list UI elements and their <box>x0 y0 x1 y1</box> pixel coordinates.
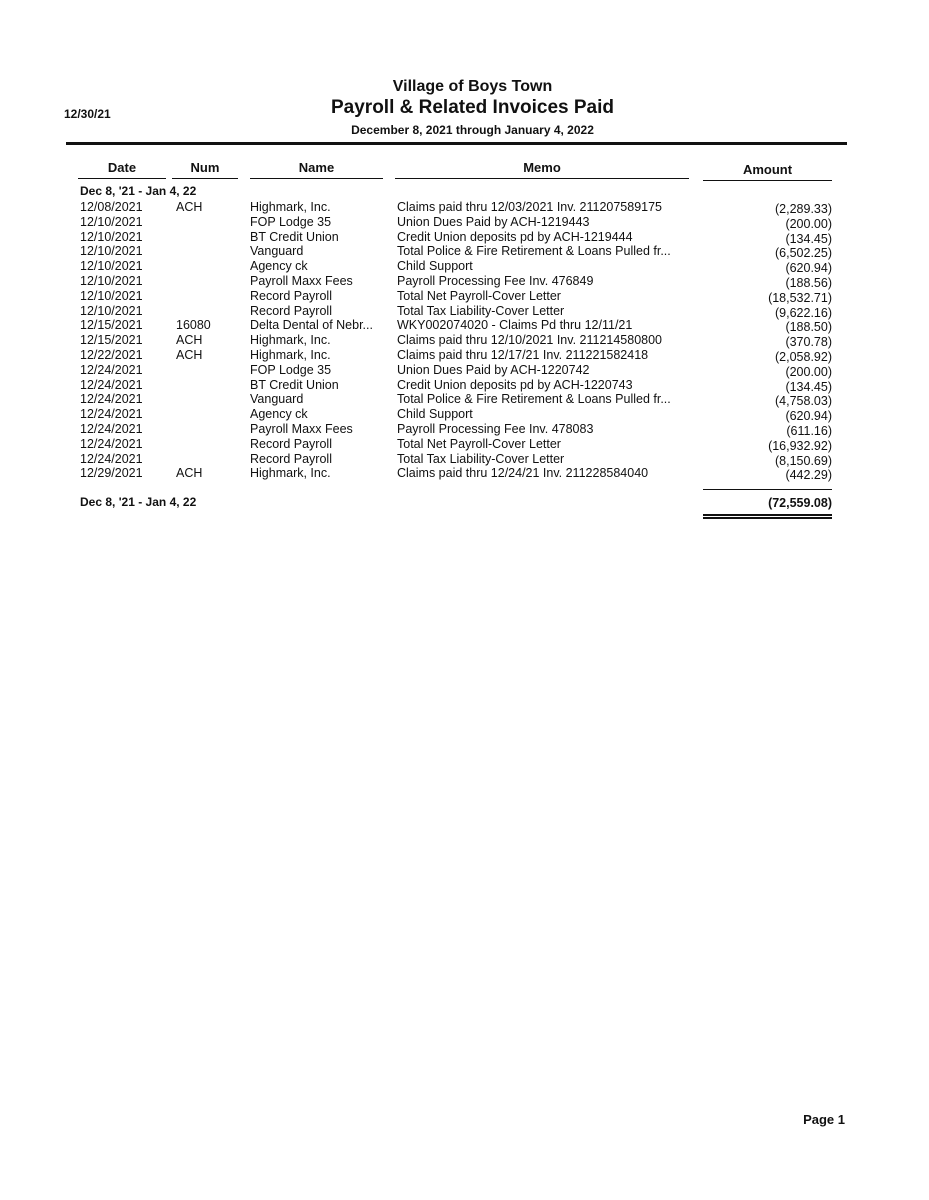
row-amount: (134.45) <box>785 231 832 246</box>
row-memo: Claims paid thru 12/03/2021 Inv. 211207589175 <box>397 200 663 214</box>
row-name: Agency ck <box>250 407 308 422</box>
page-number: Page 1 <box>803 1112 845 1127</box>
row-amount: (200.00) <box>785 216 832 231</box>
section-total-amount: (72,559.08) <box>768 496 832 510</box>
row-amount: (2,289.33) <box>775 202 832 216</box>
row-date: 12/29/2021 <box>80 466 143 481</box>
row-date: 12/24/2021 <box>80 392 143 407</box>
row-name: Record Payroll <box>250 288 332 303</box>
section-total-label: Dec 8, '21 - Jan 4, 22 <box>80 495 197 509</box>
table-row <box>0 304 929 319</box>
table-row <box>0 333 929 348</box>
table-row <box>0 392 929 407</box>
column-header-name: Name <box>250 160 383 179</box>
row-name: Delta Dental of Nebr... <box>250 318 373 333</box>
row-memo: Total Police & Fire Retirement & Loans Pulled fr... <box>397 244 671 259</box>
row-memo: Total Net Payroll-Cover Letter <box>397 288 561 303</box>
row-memo: Union Dues Paid by ACH-1219443 <box>397 214 590 229</box>
row-amount: (18,532.71) <box>768 290 832 305</box>
row-amount: (16,932.92) <box>768 438 832 453</box>
row-num: ACH <box>176 466 203 481</box>
row-amount: (188.50) <box>785 320 832 335</box>
row-amount: (370.78) <box>785 335 832 350</box>
row-memo: Payroll Processing Fee Inv. 478083 <box>397 422 594 436</box>
row-name: Agency ck <box>250 259 308 274</box>
table-row <box>0 466 929 481</box>
table-row <box>0 378 929 393</box>
row-name: Record Payroll <box>250 436 332 451</box>
table-row <box>0 274 929 289</box>
row-date: 12/10/2021 <box>80 259 143 274</box>
row-num: 16080 <box>176 318 211 333</box>
organization-name: Village of Boys Town <box>392 78 553 95</box>
table-row <box>0 422 929 437</box>
row-date: 12/10/2021 <box>80 288 143 303</box>
row-memo: Credit Union deposits pd by ACH-1219444 <box>397 229 633 244</box>
row-name: Highmark, Inc. <box>250 200 331 214</box>
table-row <box>0 289 929 304</box>
row-date: 12/15/2021 <box>80 318 143 333</box>
report-date-range: December 8, 2021 through January 4, 2022 <box>351 123 594 137</box>
row-amount: (8,150.69) <box>775 453 832 468</box>
row-memo: Claims paid thru 12/24/21 Inv. 211228584040 <box>397 466 649 481</box>
total-double-rule <box>703 514 832 519</box>
row-date: 12/24/2021 <box>80 407 143 422</box>
row-name: FOP Lodge 35 <box>250 214 332 229</box>
total-rule-top <box>703 489 832 490</box>
row-num: ACH <box>176 200 203 214</box>
row-date: 12/10/2021 <box>80 274 143 288</box>
row-amount: (9,622.16) <box>775 305 832 320</box>
row-date: 12/10/2021 <box>80 244 143 259</box>
row-date: 12/24/2021 <box>80 422 143 436</box>
row-memo: Total Net Payroll-Cover Letter <box>397 436 561 451</box>
row-name: Vanguard <box>250 392 304 407</box>
row-memo: Total Tax Liability-Cover Letter <box>397 303 565 318</box>
row-amount: (188.56) <box>785 276 832 290</box>
table-row <box>0 230 929 245</box>
row-date: 12/22/2021 <box>80 348 143 362</box>
table-row <box>0 363 929 378</box>
row-name: Vanguard <box>250 244 304 259</box>
table-row <box>0 215 929 230</box>
row-name: Payroll Maxx Fees <box>250 422 353 436</box>
row-memo: Claims paid thru 12/17/21 Inv. 211221582418 <box>397 348 649 362</box>
table-row <box>0 200 929 215</box>
row-name: BT Credit Union <box>250 377 339 392</box>
row-num: ACH <box>176 333 203 348</box>
row-name: Record Payroll <box>250 451 332 466</box>
row-memo: Credit Union deposits pd by ACH-1220743 <box>397 377 633 392</box>
table-row <box>0 259 929 274</box>
row-name: Highmark, Inc. <box>250 466 331 481</box>
row-amount: (620.94) <box>785 409 832 424</box>
row-date: 12/10/2021 <box>80 303 143 318</box>
row-name: Payroll Maxx Fees <box>250 274 353 288</box>
row-name: Record Payroll <box>250 303 332 318</box>
row-name: BT Credit Union <box>250 229 339 244</box>
row-memo: Total Police & Fire Retirement & Loans Pulled fr... <box>397 392 671 407</box>
row-name: FOP Lodge 35 <box>250 362 332 377</box>
top-rule <box>66 142 847 145</box>
row-date: 12/24/2021 <box>80 362 143 377</box>
row-date: 12/10/2021 <box>80 214 143 229</box>
row-memo: Total Tax Liability-Cover Letter <box>397 451 565 466</box>
row-amount: (6,502.25) <box>775 246 832 261</box>
table-row <box>0 244 929 259</box>
row-name: Highmark, Inc. <box>250 348 331 362</box>
table-row <box>0 407 929 422</box>
row-memo: Child Support <box>397 259 473 274</box>
column-header-memo: Memo <box>395 160 689 179</box>
row-date: 12/24/2021 <box>80 451 143 466</box>
row-amount: (134.45) <box>785 379 832 394</box>
table-row <box>0 318 929 333</box>
row-num: ACH <box>176 348 203 362</box>
row-date: 12/15/2021 <box>80 333 143 348</box>
row-date: 12/24/2021 <box>80 377 143 392</box>
print-date: 12/30/21 <box>64 107 111 121</box>
row-amount: (611.16) <box>786 424 832 438</box>
row-date: 12/24/2021 <box>80 436 143 451</box>
table-row <box>0 452 929 467</box>
row-amount: (2,058.92) <box>775 350 832 364</box>
table-row <box>0 348 929 363</box>
row-memo: Child Support <box>397 407 473 422</box>
row-memo: Payroll Processing Fee Inv. 476849 <box>397 274 594 288</box>
row-memo: Claims paid thru 12/10/2021 Inv. 211214580800 <box>397 333 663 348</box>
section-label: Dec 8, '21 - Jan 4, 22 <box>80 184 197 198</box>
row-date: 12/10/2021 <box>80 229 143 244</box>
row-memo: Union Dues Paid by ACH-1220742 <box>397 362 590 377</box>
row-name: Highmark, Inc. <box>250 333 331 348</box>
column-header-date: Date <box>78 160 166 179</box>
row-memo: WKY002074020 - Claims Pd thru 12/11/21 <box>397 318 633 333</box>
row-date: 12/08/2021 <box>80 200 143 214</box>
row-amount: (620.94) <box>785 261 832 276</box>
table-row <box>0 437 929 452</box>
row-amount: (200.00) <box>785 364 832 379</box>
column-header-amount: Amount <box>703 162 832 181</box>
report-title: Payroll & Related Invoices Paid <box>331 97 614 118</box>
row-amount: (442.29) <box>785 468 832 483</box>
row-amount: (4,758.03) <box>775 394 832 409</box>
column-header-num: Num <box>172 160 238 179</box>
